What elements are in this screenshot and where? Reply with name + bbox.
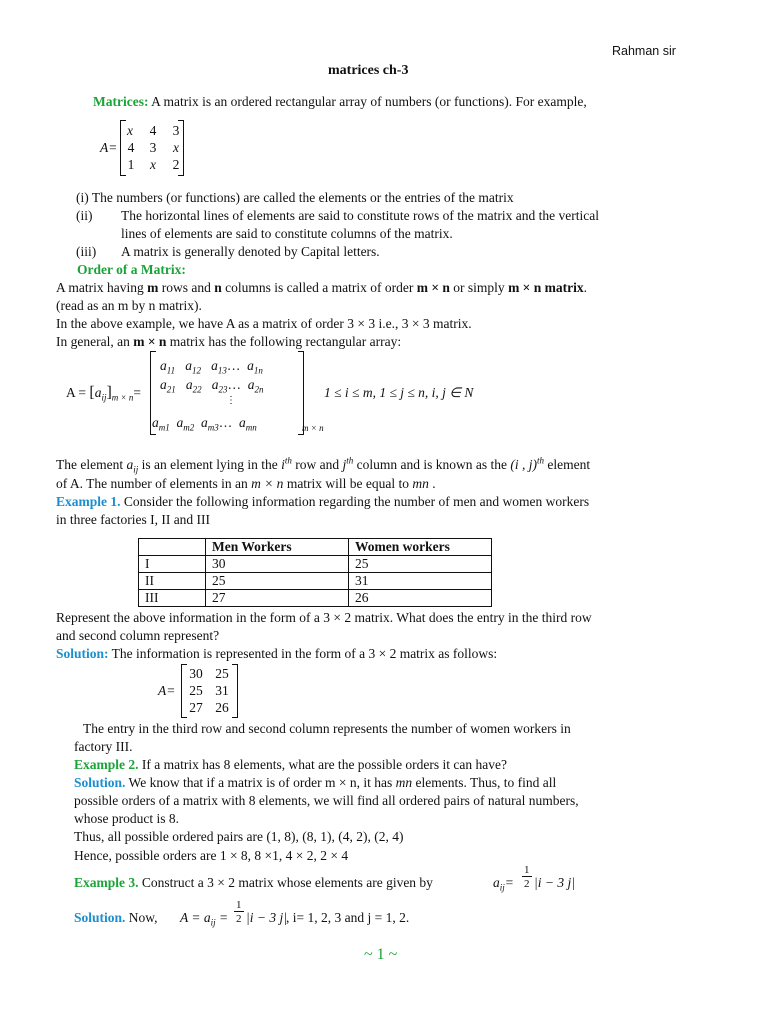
matrix-a-cell: 3 xyxy=(172,123,180,138)
intro-line xyxy=(93,93,587,110)
example1-answer-line2: factory III. xyxy=(74,739,133,754)
solution-numerator: 1 xyxy=(236,899,242,911)
example1-solution: Solution: The information is represented in the form of a 3 × 2 matrix as follows: xyxy=(56,646,498,661)
point-i xyxy=(76,189,514,206)
matrix-workers-cell: 25 xyxy=(189,683,203,698)
table-row xyxy=(139,556,492,573)
table-header xyxy=(139,539,206,556)
general-matrix-lhs: $A = [a_{ij}]_{m \times n}=$ xyxy=(66,384,141,403)
point-ii-line2: lines of elements are said to constitute columns of the matrix. xyxy=(121,226,453,241)
solution-formula-lhs: $A = a_{ij}$ = xyxy=(180,910,229,928)
formula-denominator: 2 xyxy=(524,878,530,890)
matrix-workers-cell: 25 xyxy=(215,666,229,681)
matrix-workers-cell: 30 xyxy=(189,666,203,681)
example2-question: Example 2. If a matrix has 8 elements, what are the possible orders it can have? xyxy=(74,757,508,772)
table-header: Men Workers xyxy=(206,539,349,556)
point-ii-line1: The horizontal lines of elements are said to constitute rows of the matrix and the vertical xyxy=(121,208,599,223)
matrix-workers-cell: 27 xyxy=(189,700,203,715)
table-row xyxy=(139,590,492,607)
example1-line2: in three factories I, II and III xyxy=(56,512,211,527)
element-description-line2: of A. The number of elements in an m × n matrix will be equal to mn . xyxy=(56,476,436,491)
table-cell: 26 xyxy=(349,590,492,607)
example2-solution-line5: Hence, possible orders are 1 × 8, 8 ×1, 4 × 2, 2 × 4 xyxy=(74,848,349,863)
general-matrix-row: $a_{11}$ $a_{12}$ $a_{13}\dots$ $a_{1n}$ xyxy=(160,358,263,376)
point-ii-marker: (ii) xyxy=(76,208,93,223)
matrix-workers-cell: 26 xyxy=(215,700,229,715)
table-row xyxy=(139,573,492,590)
formula-a: $a_{ij}=$ xyxy=(493,875,514,893)
order-heading: Order of a Matrix: xyxy=(77,262,186,277)
table-cell: III xyxy=(139,590,206,607)
page-number: ~ 1 ~ xyxy=(364,946,398,963)
point-iii-marker: (iii) xyxy=(76,244,97,259)
general-matrix-row: $a_{21}$ $a_{22}$ $a_{23}\dots$ $a_{2n}$ xyxy=(160,377,264,395)
general-matrix-order: m × n xyxy=(302,423,324,433)
formula-fraction-bar xyxy=(522,876,532,877)
table-cell: 30 xyxy=(206,556,349,573)
page-title: matrices ch-3 xyxy=(328,63,409,78)
point-marker: (i) xyxy=(76,190,89,205)
table-header: Women workers xyxy=(349,539,492,556)
example2-solution-line3: whose product is 8. xyxy=(74,811,179,826)
matrix-a-cell: 4 xyxy=(127,140,135,155)
example2-solution-line2: possible orders of a matrix with 8 elements, we will find all ordered pairs of natural numbers, xyxy=(74,793,579,808)
example2-solution-line4: Thus, all possible ordered pairs are (1, 8), (8, 1), (4, 2), (2, 4) xyxy=(74,829,404,844)
example1-question-line2: and second column represent? xyxy=(56,628,220,643)
point-text: The numbers (or functions) are called the elements or the entries of the matrix xyxy=(88,190,514,205)
matrix-a-cell: x xyxy=(173,140,179,155)
order-line1: A matrix having m rows and n columns is called a matrix of order m × n or simply m × n matrix. xyxy=(56,280,587,295)
order-line2: (read as an m by n matrix). xyxy=(56,298,202,313)
example1-line1: Example 1. Consider the following information regarding the number of men and women workers xyxy=(56,494,590,509)
example1-answer-line1: The entry in the third row and second column represents the number of women workers in xyxy=(83,721,571,736)
matrix-a-cell: 3 xyxy=(149,140,157,155)
general-matrix-vdots: ⋮ xyxy=(226,395,236,406)
solution-denominator: 2 xyxy=(236,913,242,925)
matrix-a-lhs: A= xyxy=(100,140,118,155)
table-cell: 27 xyxy=(206,590,349,607)
matrix-a-cell: x xyxy=(150,157,156,172)
table-header-row xyxy=(139,539,492,556)
matrix-a-cell: 2 xyxy=(172,157,180,172)
matrix-workers-lhs: A= xyxy=(158,683,176,698)
matrix-a-cell: 1 xyxy=(127,157,135,172)
formula-numerator: 1 xyxy=(524,864,530,876)
matrix-a-cell: 4 xyxy=(149,123,157,138)
author-name: Rahman sir xyxy=(612,44,676,58)
intro-label: Matrices: xyxy=(93,94,149,109)
table-cell: I xyxy=(139,556,206,573)
solution-abs: |i − 3 j| xyxy=(246,910,287,925)
formula-abs: |i − 3 j| xyxy=(534,875,575,890)
matrix-a-cell: x xyxy=(127,123,133,138)
example1-question-line1: Represent the above information in the form of a 3 × 2 matrix. What does the entry in the third row xyxy=(56,610,592,625)
table-cell: 31 xyxy=(349,573,492,590)
table-cell: II xyxy=(139,573,206,590)
example3-question: Example 3. Construct a 3 × 2 matrix whose elements are given by xyxy=(74,875,433,890)
example3-solution: Solution. Now, xyxy=(74,910,158,925)
order-line4: In general, an m × n matrix has the following rectangular array: xyxy=(56,334,402,349)
example2-solution-line1: Solution. We know that if a matrix is of order m × n, it has mn elements. Thus, to find all xyxy=(74,775,557,790)
order-line3: In the above example, we have A as a matrix of order 3 × 3 i.e., 3 × 3 matrix. xyxy=(56,316,472,331)
solution-range: , i= 1, 2, 3 and j = 1, 2. xyxy=(286,910,410,925)
solution-fraction-bar xyxy=(234,911,244,912)
matrix-workers-cell: 31 xyxy=(215,683,229,698)
general-matrix-row: $a_{m1}$ $a_{m2}$ $a_{m3}\dots$ $a_{mn}$ xyxy=(152,415,257,433)
intro-text: A matrix is an ordered rectangular array of numbers (or functions). For example, xyxy=(148,94,587,109)
workers-table xyxy=(138,538,492,607)
general-matrix-condition: 1 ≤ i ≤ m, 1 ≤ j ≤ n, i, j ∈ N xyxy=(324,385,474,400)
table-cell: 25 xyxy=(206,573,349,590)
point-iii-text: A matrix is generally denoted by Capital letters. xyxy=(121,244,380,259)
table-cell: 25 xyxy=(349,556,492,573)
element-description-line1: The element $a_{ij}$ is an element lying in the $i^{th}$ row and $j^{th}$ column and is known as the (i , j)$^{th}$ element xyxy=(56,455,591,475)
